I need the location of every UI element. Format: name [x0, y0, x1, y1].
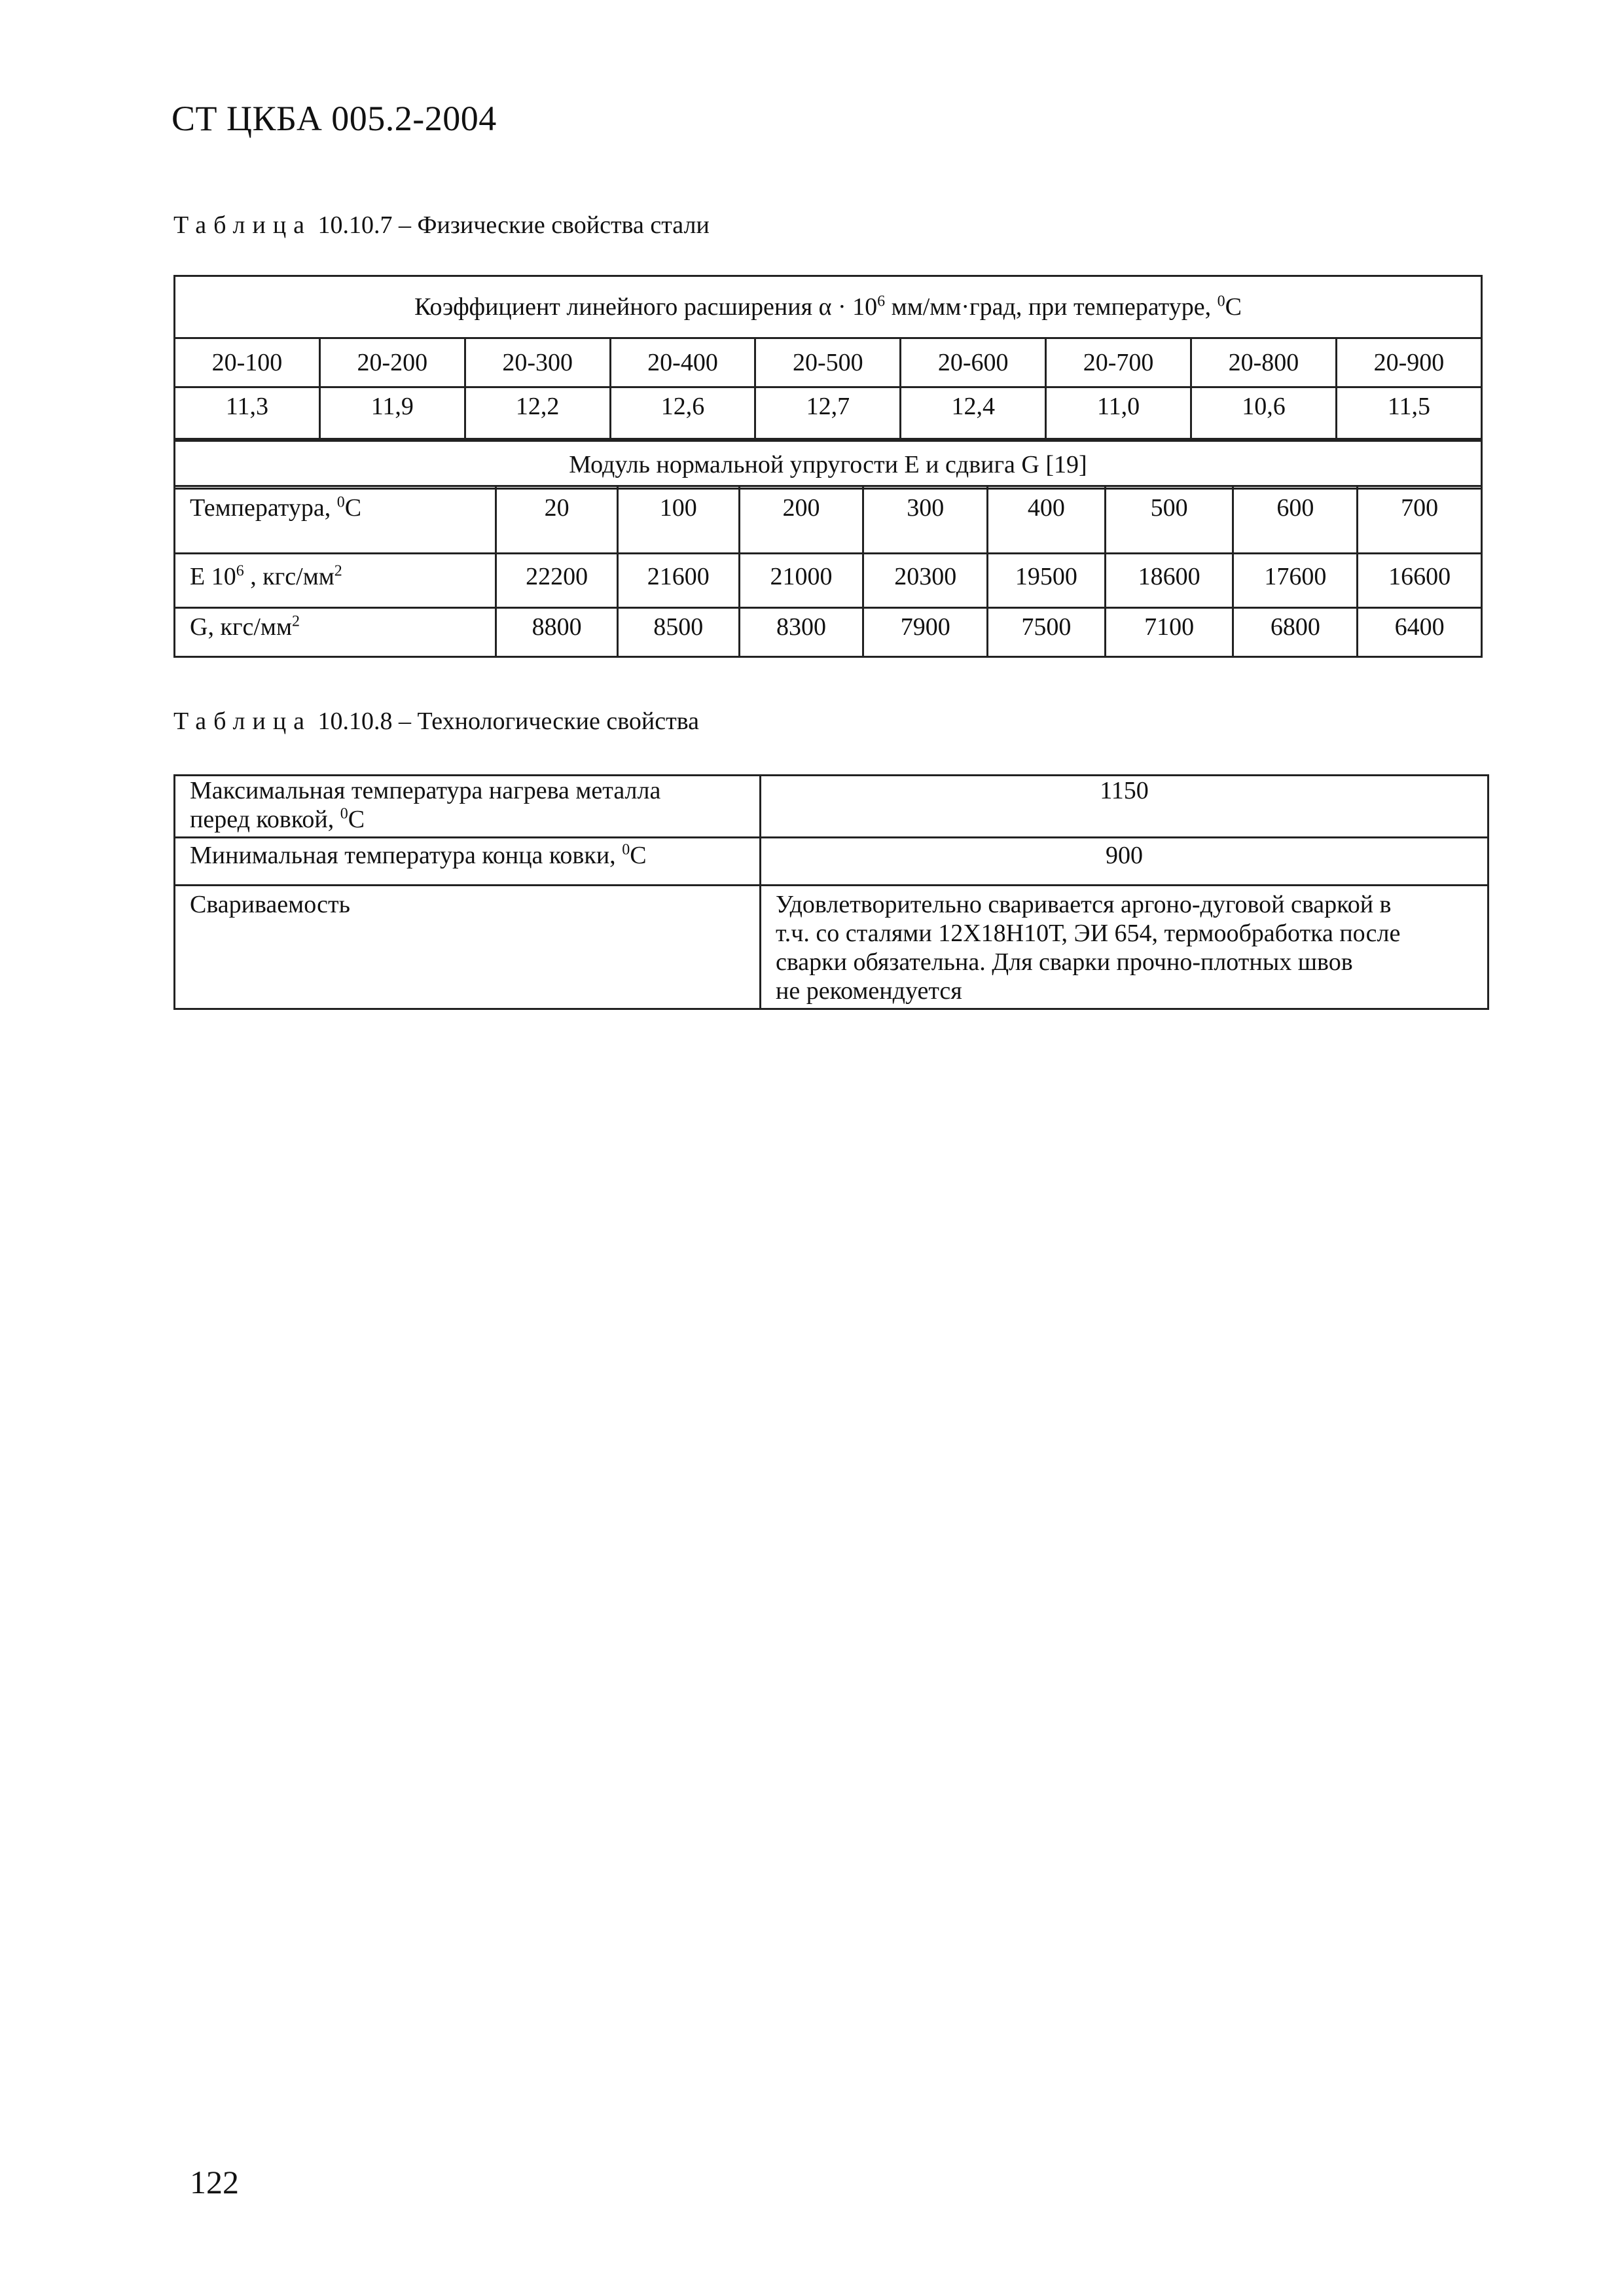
range-cell: 20-800 [1191, 338, 1337, 387]
weldability-label: Свариваемость [175, 886, 761, 1009]
weldability-line: т.ч. со сталями 12Х18Н10Т, ЭИ 654, термообработка после [776, 920, 1401, 947]
document-code: СТ ЦКБА 005.2-2004 [171, 99, 497, 138]
temperature-range-row [175, 338, 1482, 387]
range-cell: 20-300 [465, 338, 610, 387]
elastic-modulus-label: Е $10^6$ , кгс/$мм^2$ [175, 554, 496, 608]
value-cell: 11,3 [175, 387, 320, 440]
temperature-cell: 500 [1105, 486, 1233, 554]
g-value-cell: 7500 [988, 608, 1106, 657]
g-value-cell: 8500 [617, 608, 739, 657]
max-forging-temperature-label: Максимальная температура нагрева металла перед ковкой, $^0$С [175, 776, 761, 838]
temperature-cell: 600 [1233, 486, 1358, 554]
caption-word: Таблица [173, 708, 312, 735]
weldability-line: не рекомендуется [776, 977, 962, 1005]
weldability-row [175, 886, 1489, 1009]
technological-properties-table [173, 774, 1489, 1010]
weldability-line: Удовлетворительно сваривается аргоно-дуговой сваркой в [776, 891, 1392, 918]
expansion-values-row [175, 387, 1482, 440]
e-value-cell: 21000 [739, 554, 863, 608]
weldability-value [761, 886, 1489, 1009]
g-value-cell: 7900 [863, 608, 988, 657]
caption-word: Таблица [173, 211, 312, 239]
min-forging-temperature-row [175, 838, 1489, 886]
caption-text: 10.10.7 – Физические свойства стали [312, 211, 710, 239]
range-cell: 20-200 [319, 338, 465, 387]
shear-modulus-row [175, 608, 1482, 657]
g-value-cell: 8300 [739, 608, 863, 657]
max-forging-temperature-value: 1150 [761, 776, 1489, 838]
elastic-modulus-row [175, 554, 1482, 608]
value-cell: 11,5 [1336, 387, 1481, 440]
range-cell: 20-100 [175, 338, 320, 387]
page-number: 122 [190, 2164, 239, 2200]
temperature-cell: 300 [863, 486, 988, 554]
temperature-cell: 200 [739, 486, 863, 554]
expansion-coefficient-header: Коэффициент линейного расширения $\alpha \cdot 10^6$ мм/мм·град, при температуре, $^0$С [175, 276, 1482, 338]
table-caption-physical [173, 211, 710, 240]
min-forging-temperature-label: Минимальная температура конца ковки, $^0$С [175, 838, 761, 886]
e-value-cell: 20300 [863, 554, 988, 608]
e-value-cell: 22200 [496, 554, 618, 608]
range-cell: 20-500 [755, 338, 901, 387]
g-value-cell: 8800 [496, 608, 618, 657]
e-value-cell: 17600 [1233, 554, 1358, 608]
value-cell: 11,9 [319, 387, 465, 440]
value-cell: 12,6 [610, 387, 755, 440]
g-value-cell: 6400 [1358, 608, 1482, 657]
value-cell: 12,2 [465, 387, 610, 440]
shear-modulus-label: G, кгс/$мм^2$ [175, 608, 496, 657]
range-cell: 20-900 [1336, 338, 1481, 387]
weldability-line: сварки обязательна. Для сварки прочно-плотных швов [776, 948, 1353, 976]
modulus-header: Модуль нормальной упругости Е и сдвига G [19] [175, 440, 1482, 489]
physical-properties-table [173, 275, 1483, 490]
value-cell: 11,0 [1046, 387, 1191, 440]
value-cell: 10,6 [1191, 387, 1337, 440]
temperature-cell: 20 [496, 486, 618, 554]
g-value-cell: 7100 [1105, 608, 1233, 657]
g-value-cell: 6800 [1233, 608, 1358, 657]
caption-text: 10.10.8 – Технологические свойства [312, 708, 699, 735]
e-value-cell: 19500 [988, 554, 1106, 608]
range-cell: 20-600 [901, 338, 1046, 387]
range-cell: 20-700 [1046, 338, 1191, 387]
e-value-cell: 16600 [1358, 554, 1482, 608]
modulus-temperature-row [175, 486, 1482, 554]
temperature-cell: 700 [1358, 486, 1482, 554]
table-caption-technological [173, 707, 699, 736]
value-cell: 12,4 [901, 387, 1046, 440]
min-forging-temperature-value: 900 [761, 838, 1489, 886]
e-value-cell: 18600 [1105, 554, 1233, 608]
temperature-cell: 400 [988, 486, 1106, 554]
modulus-table [173, 485, 1483, 658]
max-forging-temperature-row [175, 776, 1489, 838]
temperature-cell: 100 [617, 486, 739, 554]
temperature-label: Температура, $^0$С [175, 486, 496, 554]
value-cell: 12,7 [755, 387, 901, 440]
range-cell: 20-400 [610, 338, 755, 387]
e-value-cell: 21600 [617, 554, 739, 608]
